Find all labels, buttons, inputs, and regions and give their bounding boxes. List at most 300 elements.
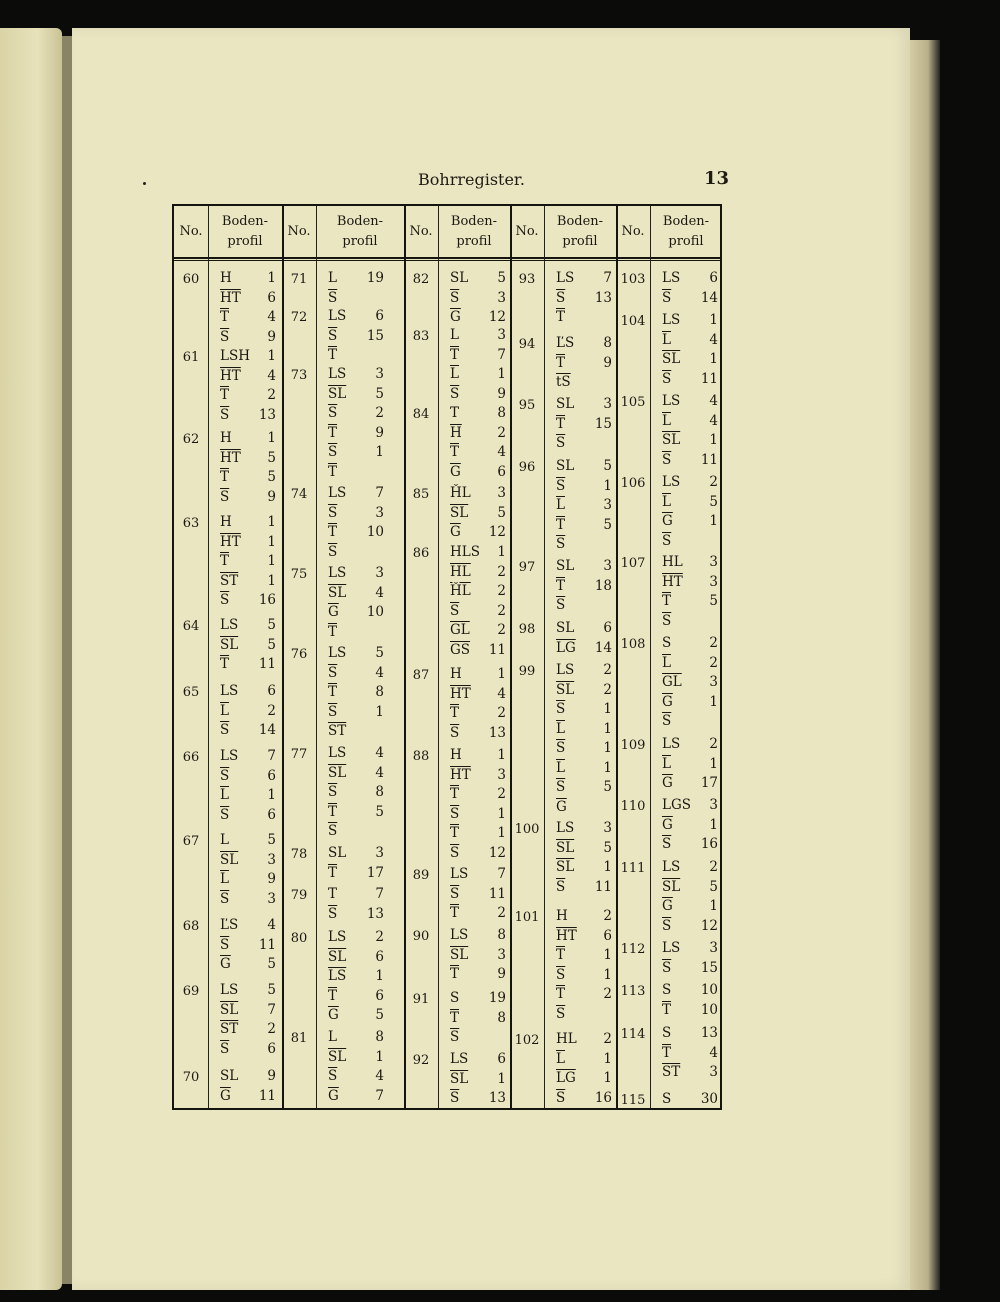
soil-code: S (662, 1025, 672, 1041)
layer-depth: 10 (700, 982, 718, 998)
layer-depth: 2 (709, 635, 718, 651)
soil-code: $\overline{L}$ (220, 702, 229, 719)
soil-code: H (220, 430, 232, 446)
layer-depth: 5 (267, 982, 276, 998)
layer-depth: 5 (267, 617, 276, 633)
layer-depth: 1 (603, 701, 612, 717)
profile-layer (328, 1029, 384, 1045)
layer-depth: 3 (603, 558, 612, 574)
profile-layer (220, 703, 276, 719)
layer-depth: 7 (375, 485, 384, 501)
profile-layer (662, 879, 718, 895)
profile-layer (220, 832, 276, 848)
profile-layer (328, 308, 384, 324)
profile-layer (328, 505, 384, 521)
page-title: Bohrregister. (418, 170, 525, 189)
profile-layer (450, 825, 506, 841)
layer-depth: 4 (709, 393, 718, 409)
layer-depth: 4 (497, 685, 506, 702)
profile-layer (220, 368, 276, 384)
layer-depth: 6 (375, 308, 384, 324)
soil-code: $\overline{H}$ (450, 424, 462, 441)
layer-depth: 2 (603, 908, 612, 924)
bore-number: 74 (290, 487, 308, 502)
profile-layer (220, 553, 276, 569)
profile-layer (556, 1051, 612, 1067)
soil-code: $\overline{HT}$ (220, 449, 241, 466)
profile-layer (662, 1045, 718, 1061)
profile-layer (220, 956, 276, 972)
bore-number: 105 (620, 395, 646, 410)
profile-layer (328, 823, 384, 839)
soil-code: SL (556, 458, 575, 474)
layer-depth: 5 (267, 832, 276, 848)
bore-number: 109 (620, 738, 646, 753)
bore-number: 61 (182, 350, 200, 365)
soil-code: $\overline{L}$ (662, 412, 671, 429)
layer-depth: 4 (709, 412, 718, 429)
header-no: No. (409, 223, 433, 239)
profile-layer (556, 740, 612, 756)
profile-layer (220, 656, 276, 672)
layer-depth: 8 (375, 1029, 384, 1045)
soil-code: $\overline{S}$ (450, 289, 460, 306)
layer-depth: 1 (497, 1070, 506, 1087)
soil-code: $\overline{T}$ (328, 524, 338, 540)
page-mark (143, 182, 146, 185)
soil-code: $\overline{GS}$ (450, 641, 471, 658)
layer-depth: 10 (366, 524, 384, 540)
soil-code: $\overline{T}$ (328, 987, 338, 1004)
bore-number: 71 (290, 272, 308, 287)
profile-layer (450, 786, 506, 802)
layer-depth: 2 (603, 986, 612, 1002)
layer-depth: 16 (594, 1089, 612, 1106)
soil-code: L (328, 270, 337, 286)
profile-layer (662, 312, 718, 328)
profile-layer (450, 966, 506, 982)
soil-code: LS (328, 929, 347, 945)
layer-depth: 6 (375, 948, 384, 965)
bore-number: 77 (290, 747, 308, 762)
soil-code: $\overline{S}$ (450, 805, 460, 822)
layer-depth: 2 (267, 1021, 276, 1037)
layer-depth: 3 (709, 674, 718, 690)
soil-code: LS (662, 474, 681, 490)
bore-number: 76 (290, 647, 308, 662)
soil-code: $\overline{L}$ (662, 755, 671, 772)
soil-code: $\overline{S}$ (328, 905, 338, 922)
soil-code: $\overline{G}$ (662, 693, 673, 710)
profile-layer (328, 624, 384, 640)
layer-depth: 2 (603, 662, 612, 678)
profile-layer (220, 1068, 276, 1084)
soil-code: LS (220, 748, 239, 764)
soil-code: T (328, 886, 338, 902)
soil-code: $\overline{L}$ (220, 871, 229, 887)
layer-depth: 9 (603, 354, 612, 371)
bore-number: 93 (518, 272, 536, 287)
bore-number: 84 (412, 407, 430, 422)
soil-code: $\overline{S}$ (662, 289, 672, 306)
soil-code: $\overline{T}$ (556, 577, 566, 594)
soil-code: $\overline{S}$ (328, 543, 338, 560)
soil-code: $\overline{HT}$ (220, 533, 241, 550)
layer-depth: 13 (258, 406, 276, 423)
layer-depth: 11 (488, 885, 506, 902)
bore-number: 92 (412, 1053, 430, 1068)
profile-layer (328, 704, 384, 720)
layer-depth: 3 (267, 890, 276, 907)
profile-layer (220, 787, 276, 803)
soil-code: $\overline{S}$ (220, 936, 230, 953)
layer-depth: 1 (603, 740, 612, 756)
soil-code: $\overline{SL}$ (450, 504, 469, 521)
soil-code: $\overline{T}$ (556, 986, 566, 1002)
profile-layer (328, 544, 384, 560)
soil-code: $\overline{S}$ (556, 701, 566, 717)
layer-depth: 13 (594, 289, 612, 306)
soil-code: $\overline{SL}$ (328, 764, 347, 781)
soil-code: LS (662, 736, 681, 752)
profile-layer (328, 804, 384, 820)
profile-layer (556, 416, 612, 432)
profile-layer (556, 355, 612, 371)
bore-number: 111 (620, 861, 646, 876)
profile-layer (662, 474, 718, 490)
soil-code: $\overline{G}$ (328, 1007, 339, 1023)
column-divider (616, 206, 618, 1108)
layer-depth: 1 (709, 432, 718, 448)
profile-layer (556, 597, 612, 613)
bore-number: 101 (514, 910, 540, 925)
soil-code: $\overline{T}$ (556, 415, 566, 432)
profile-layer (662, 836, 718, 852)
layer-depth: 6 (375, 987, 384, 1004)
soil-code: $\overline{S}$ (450, 1090, 460, 1106)
soil-code: $\overline{G}$ (220, 956, 231, 972)
profile-layer (662, 270, 718, 286)
soil-code: $\overline{S}$ (328, 784, 338, 800)
bore-number: 104 (620, 314, 646, 329)
soil-code: $\overline{S}$ (662, 836, 672, 852)
profile-layer (450, 485, 506, 501)
profile-layer (450, 347, 506, 363)
layer-depth: 3 (603, 497, 612, 513)
profile-layer (220, 637, 276, 653)
bore-number: 68 (182, 919, 200, 934)
profile-layer (662, 674, 718, 690)
layer-depth: 11 (258, 936, 276, 953)
profile-layer (328, 865, 384, 881)
layer-depth: 3 (709, 573, 718, 590)
layer-depth: 12 (488, 309, 506, 325)
layer-depth: 1 (375, 968, 384, 984)
soil-code: $\overline{G}$ (328, 1087, 339, 1104)
header-bodenprofil: Boden- profil (556, 213, 604, 249)
soil-code: $\overline{LG}$ (556, 639, 576, 656)
soil-code: $\overline{S}$ (450, 885, 460, 902)
profile-layer (556, 701, 612, 717)
bore-number: 103 (620, 272, 646, 287)
soil-code: $\overline{HT}$ (450, 685, 471, 702)
profile-layer (220, 489, 276, 505)
layer-depth: 10 (366, 604, 384, 620)
profile-layer (662, 694, 718, 710)
profile-layer (556, 497, 612, 513)
layer-depth: 11 (700, 451, 718, 468)
profile-layer (220, 309, 276, 325)
layer-depth: 3 (497, 766, 506, 783)
layer-depth: 1 (603, 966, 612, 983)
soil-code: L (328, 1029, 337, 1045)
soil-code: $\overline{S}$ (220, 806, 230, 823)
layer-depth: 5 (709, 878, 718, 895)
soil-code: $\overline{G}$ (450, 463, 461, 480)
layer-depth: 9 (497, 966, 506, 982)
soil-code: $\overline{T}$ (556, 309, 566, 325)
header-no: No. (515, 223, 539, 239)
profile-layer (450, 270, 506, 286)
soil-code: $\overline{S}$ (662, 959, 672, 976)
profile-layer (450, 405, 506, 421)
profile-layer (328, 745, 384, 761)
soil-code: $\overline{S}$ (556, 878, 566, 895)
profile-layer (220, 450, 276, 466)
profile-layer (450, 806, 506, 822)
soil-code: $\overline{S}$ (450, 724, 460, 741)
profile-layer (328, 386, 384, 402)
soil-code: LS (328, 745, 347, 761)
profile-layer (328, 784, 384, 800)
profile-layer (450, 544, 506, 560)
profile-layer (328, 565, 384, 581)
profile-layer (450, 622, 506, 638)
soil-code: LSH (220, 348, 250, 364)
profile-layer (450, 464, 506, 480)
bore-number: 67 (182, 834, 200, 849)
layer-depth: 4 (267, 367, 276, 384)
layer-depth: 11 (258, 1087, 276, 1104)
layer-depth: 7 (497, 346, 506, 363)
soil-code: LS (450, 866, 469, 882)
soil-code: $\overline{G}$ (450, 309, 461, 325)
soil-code: $\overline{T}$ (220, 553, 230, 569)
layer-depth: 11 (488, 641, 506, 658)
soil-code: $\overline{T}$ (450, 966, 460, 982)
layer-depth: 7 (375, 886, 384, 902)
profile-layer (328, 949, 384, 965)
bore-number: 87 (412, 668, 430, 683)
layer-depth: 15 (594, 415, 612, 432)
bore-number: 86 (412, 546, 430, 561)
soil-code: $\overline{T}$ (328, 684, 338, 700)
profile-layer (450, 747, 506, 763)
layer-depth: 2 (497, 602, 506, 619)
column-divider (316, 206, 317, 1108)
layer-depth: 1 (375, 444, 384, 460)
profile-layer (662, 613, 718, 629)
layer-depth: 1 (497, 666, 506, 682)
layer-depth: 4 (375, 584, 384, 601)
profile-layer (220, 722, 276, 738)
layer-depth: 3 (603, 396, 612, 412)
layer-depth: 16 (258, 592, 276, 608)
soil-code: $\overline{HT}$ (220, 367, 241, 384)
soil-code: $\overline{ST}$ (220, 572, 239, 589)
layer-depth: 1 (267, 270, 276, 286)
column-divider (438, 206, 439, 1108)
profile-layer (662, 533, 718, 549)
bore-number: 99 (518, 664, 536, 679)
layer-depth: 2 (497, 583, 506, 599)
header-no: No. (179, 223, 203, 239)
soil-code: HL (556, 1031, 577, 1047)
layer-depth: 2 (497, 424, 506, 441)
soil-code: $\overline{SL}$ (662, 432, 681, 448)
layer-depth: 8 (497, 927, 506, 943)
profile-layer (328, 1088, 384, 1104)
soil-code: $\overline{S}$ (556, 597, 566, 613)
soil-code: $\overline{L}$ (556, 759, 565, 776)
layer-depth: 6 (497, 1051, 506, 1067)
layer-depth: 5 (709, 593, 718, 609)
layer-depth: 9 (267, 328, 276, 345)
layer-depth: 1 (603, 1050, 612, 1067)
bore-number: 66 (182, 750, 200, 765)
soil-code: $\overline{HT}$ (662, 573, 683, 590)
profile-layer (662, 494, 718, 510)
profile-layer (328, 684, 384, 700)
profile-layer (450, 666, 506, 682)
profile-layer (556, 859, 612, 875)
layer-depth: 1 (603, 720, 612, 737)
layer-depth: 5 (267, 469, 276, 485)
soil-code: $\overline{L}$ (662, 331, 671, 348)
soil-code: $\overline{S}$ (328, 703, 338, 720)
soil-code: $\overline{T}$ (450, 905, 460, 921)
soil-code: $\overline{S}$ (556, 966, 566, 983)
soil-code: LS (328, 366, 347, 382)
layer-depth: 2 (497, 786, 506, 802)
soil-code: $\overline{S}$ (556, 289, 566, 306)
soil-code: ĽS (220, 917, 239, 933)
soil-code: S (662, 635, 672, 651)
bore-number: 91 (412, 992, 430, 1007)
layer-depth: 1 (709, 755, 718, 772)
soil-code: $\overline{S}$ (662, 451, 672, 468)
profile-layer (556, 1006, 612, 1022)
layer-depth: 1 (267, 787, 276, 803)
soil-code: LS (328, 485, 347, 501)
layer-depth: 2 (603, 681, 612, 698)
layer-depth: 1 (709, 816, 718, 833)
layer-depth: 8 (603, 335, 612, 351)
soil-code: $\overline{S}$ (556, 1005, 566, 1022)
layer-depth: 5 (375, 1007, 384, 1023)
profile-layer (662, 635, 718, 651)
soil-code: LS (662, 270, 681, 286)
layer-depth: 3 (709, 940, 718, 956)
profile-layer (328, 968, 384, 984)
layer-depth: 10 (700, 1001, 718, 1018)
bore-number: 70 (182, 1070, 200, 1085)
soil-code: LS (450, 1051, 469, 1067)
layer-depth: 8 (375, 684, 384, 700)
layer-depth: 3 (709, 797, 718, 813)
soil-code: $\overline{T}$ (220, 469, 230, 485)
profile-layer (662, 593, 718, 609)
profile-layer (450, 705, 506, 721)
layer-depth: 9 (375, 424, 384, 441)
soil-code: $\overline{SL}$ (450, 1070, 469, 1087)
soil-code: $\overline{S}$ (556, 536, 566, 552)
layer-depth: 17 (366, 864, 384, 881)
soil-code: $\overline{S}$ (556, 779, 566, 795)
layer-depth: 5 (375, 803, 384, 820)
profile-layer (450, 767, 506, 783)
layer-depth: 5 (603, 779, 612, 795)
profile-layer (450, 425, 506, 441)
layer-depth: 6 (603, 620, 612, 636)
profile-layer (328, 405, 384, 421)
layer-depth: 13 (488, 724, 506, 741)
soil-code: $\overline{T}$ (220, 387, 230, 403)
layer-depth: 19 (366, 270, 384, 286)
soil-code: L (450, 327, 459, 343)
header-no: No. (287, 223, 311, 239)
soil-code: $\overline{S}$ (328, 823, 338, 839)
soil-code: $\overline{T}$ (662, 1044, 672, 1061)
profile-layer (662, 393, 718, 409)
layer-depth: 1 (267, 514, 276, 530)
soil-code: LGS (662, 797, 691, 813)
soil-code: $\overline{S}$ (662, 917, 672, 934)
profile-layer (220, 807, 276, 823)
profile-layer (556, 721, 612, 737)
soil-code: H (220, 514, 232, 530)
layer-depth: 6 (497, 463, 506, 480)
soil-code: $\overline{S}$ (220, 1040, 230, 1057)
soil-code: S (662, 1091, 672, 1107)
profile-layer (556, 396, 612, 412)
layer-depth: 13 (366, 905, 384, 922)
layer-depth: 13 (488, 1090, 506, 1106)
layer-depth: 5 (375, 645, 384, 661)
soil-code: L (220, 832, 229, 848)
soil-code: $\overline{S}$ (328, 1068, 338, 1084)
layer-depth: 5 (497, 270, 506, 286)
soil-code: $\overline{T}$ (450, 825, 460, 841)
profile-layer (328, 270, 384, 286)
profile-layer (220, 982, 276, 998)
profile-layer (450, 564, 506, 580)
layer-depth: 9 (497, 385, 506, 402)
layer-depth: 5 (375, 385, 384, 402)
profile-layer (662, 413, 718, 429)
bore-number: 62 (182, 432, 200, 447)
left-page-edge (0, 28, 62, 1290)
profile-layer (220, 573, 276, 589)
layer-depth: 14 (594, 639, 612, 656)
profile-layer (220, 1088, 276, 1104)
layer-depth: 1 (267, 533, 276, 550)
bore-number: 64 (182, 619, 200, 634)
profile-layer (556, 1070, 612, 1086)
layer-depth: 3 (497, 327, 506, 343)
soil-code: SL (328, 845, 347, 861)
profile-layer (328, 845, 384, 861)
